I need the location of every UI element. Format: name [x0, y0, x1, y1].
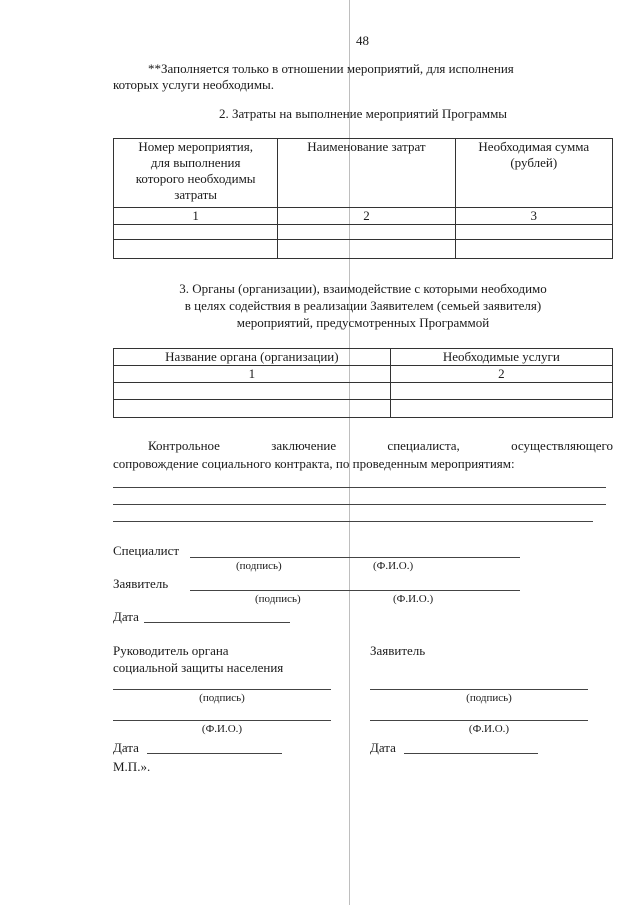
specialist-name-caption: (Ф.И.О.) — [373, 560, 414, 572]
organizations-table — [113, 348, 613, 418]
costs-col-number-1: 1 — [114, 208, 278, 225]
costs-header-name: Наименование затрат — [278, 139, 455, 208]
applicant-name-caption: (Ф.И.О.) — [393, 593, 434, 605]
conclusion-answer-line[interactable] — [113, 521, 593, 522]
head-authority-line-1: Руководитель органа — [113, 643, 229, 658]
org-empty-cell[interactable] — [390, 383, 612, 400]
org-header-name: Название органа (организации) — [114, 349, 391, 366]
head-authority-line-2: социальной защиты населения — [113, 660, 284, 675]
applicant-right-name-line[interactable] — [370, 720, 588, 721]
specialist-signature-caption: (подпись) — [236, 560, 282, 572]
conclusion-line-2: сопровождение социального контракта, по проведенным мероприятиям: — [113, 456, 515, 471]
conclusion-answer-line[interactable] — [113, 487, 606, 488]
costs-col-number-2: 2 — [278, 208, 455, 225]
costs-col-number-3: 3 — [455, 208, 612, 225]
costs-empty-cell[interactable] — [114, 225, 278, 240]
head-name-line[interactable] — [113, 720, 331, 721]
date-label: Дата — [113, 609, 139, 624]
specialist-signature-line[interactable] — [190, 557, 520, 558]
head-date-line[interactable] — [147, 753, 282, 754]
stamp-label: М.П.». — [113, 759, 151, 774]
costs-table — [113, 138, 613, 259]
org-empty-cell[interactable] — [114, 400, 391, 418]
applicant-right-signature-caption: (подпись) — [466, 692, 512, 704]
org-col-number-1: 1 — [114, 366, 391, 383]
costs-header-sum: Необходимая сумма (рублей) — [455, 139, 612, 208]
specialist-label: Специалист — [113, 543, 180, 558]
head-date-label: Дата — [113, 740, 139, 755]
page-number: 48 — [356, 33, 369, 48]
footnote-line-2: которых услуги необходимы. — [113, 77, 275, 92]
applicant-right-label: Заявитель — [370, 643, 426, 658]
costs-empty-cell[interactable] — [278, 240, 455, 259]
conclusion-line-1: Контрольное заключение специалиста, осуществляющего — [148, 438, 613, 453]
applicant-signature-line[interactable] — [190, 590, 520, 591]
applicant-right-date-line[interactable] — [404, 753, 538, 754]
applicant-right-name-caption: (Ф.И.О.) — [468, 723, 510, 735]
section2-title: 2. Затраты на выполнение мероприятий Программы — [218, 106, 508, 121]
costs-empty-cell[interactable] — [114, 240, 278, 259]
date-line[interactable] — [144, 622, 290, 623]
footnote-line-1: **Заполняется только в отношении мероприятий, для исполнения — [148, 61, 514, 76]
costs-empty-cell[interactable] — [278, 225, 455, 240]
applicant-signature-caption: (подпись) — [255, 593, 301, 605]
org-col-number-2: 2 — [390, 366, 612, 383]
head-signature-line[interactable] — [113, 689, 331, 690]
applicant-right-date-label: Дата — [370, 740, 396, 755]
org-header-services: Необходимые услуги — [390, 349, 612, 366]
section3-title-line-3: мероприятий, предусмотренных Программой — [236, 315, 490, 330]
conclusion-answer-line[interactable] — [113, 504, 606, 505]
org-empty-cell[interactable] — [114, 383, 391, 400]
costs-header-number: Номер мероприятия, для выполнения которого необходимы затраты — [114, 139, 278, 208]
section3-title-line-1: 3. Органы (организации), взаимодействие с которыми необходимо — [179, 281, 547, 296]
head-signature-caption: (подпись) — [199, 692, 245, 704]
head-name-caption: (Ф.И.О.) — [201, 723, 243, 735]
org-empty-cell[interactable] — [390, 400, 612, 418]
applicant-right-signature-line[interactable] — [370, 689, 588, 690]
section3-title-line-2: в целях содействия в реализации Заявителем (семьей заявителя) — [184, 298, 542, 313]
costs-empty-cell[interactable] — [455, 225, 612, 240]
costs-empty-cell[interactable] — [455, 240, 612, 259]
applicant-label: Заявитель — [113, 576, 169, 591]
